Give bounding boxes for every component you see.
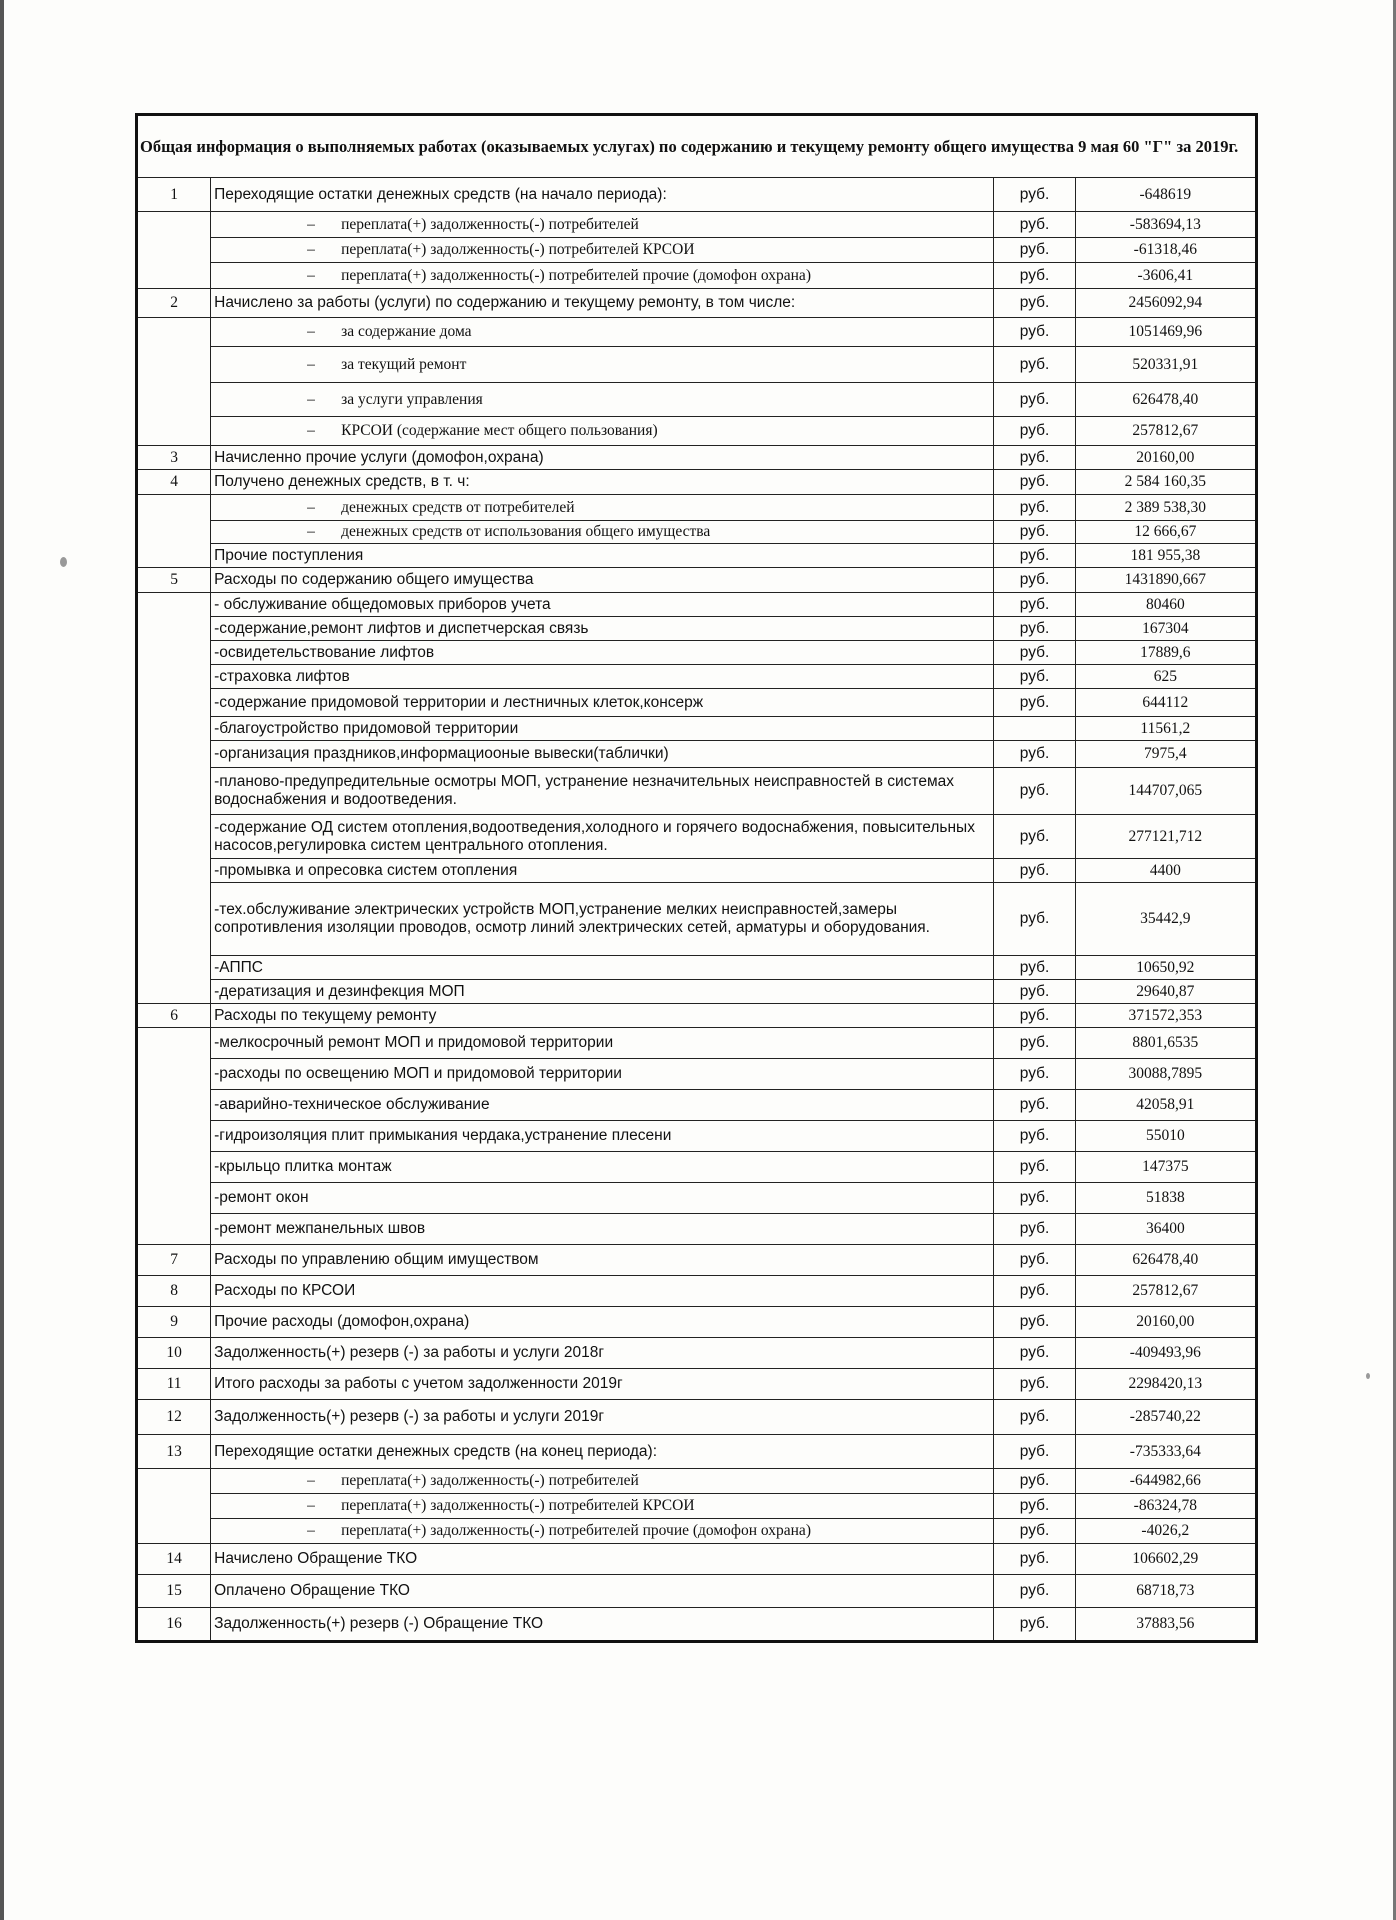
row-sublabel xyxy=(211,212,994,238)
row-label-text: денежных средств от потребителей xyxy=(341,498,575,516)
row-unit: руб. xyxy=(994,178,1075,212)
row-value: 80460 xyxy=(1075,593,1256,617)
row-number: 3 xyxy=(137,446,211,470)
row-sublabel xyxy=(211,1494,994,1519)
report-table xyxy=(135,113,1258,1643)
row-unit: руб. xyxy=(994,318,1075,347)
row-number xyxy=(137,318,211,347)
row-number xyxy=(137,1152,211,1183)
row-label: -ремонт окон xyxy=(211,1183,994,1214)
table-row xyxy=(137,593,1257,617)
row-unit: руб. xyxy=(994,1608,1075,1642)
table-row xyxy=(137,815,1257,859)
row-unit: руб. xyxy=(994,446,1075,470)
table-row xyxy=(137,521,1257,544)
row-value: -644982,66 xyxy=(1075,1469,1256,1494)
row-value: -583694,13 xyxy=(1075,212,1256,238)
row-unit: руб. xyxy=(994,1152,1075,1183)
row-sublabel xyxy=(211,521,994,544)
row-label: Прочие поступления xyxy=(211,544,994,568)
row-number: 8 xyxy=(137,1276,211,1307)
row-number xyxy=(137,1183,211,1214)
dash-marker: – xyxy=(307,215,315,233)
row-value: 257812,67 xyxy=(1075,417,1256,446)
row-label: -планово-предупредительные осмотры МОП, устранение незначительных неисправностей в системах водоснабжения и водоотведения. xyxy=(211,768,994,815)
table-row xyxy=(137,470,1257,495)
row-label: -крыльцо плитка монтаж xyxy=(211,1152,994,1183)
row-label: -промывка и опресовка систем отопления xyxy=(211,859,994,883)
row-unit: руб. xyxy=(994,544,1075,568)
row-unit: руб. xyxy=(994,956,1075,980)
row-label: -расходы по освещению МОП и придомовой территории xyxy=(211,1059,994,1090)
row-number xyxy=(137,1090,211,1121)
row-unit: руб. xyxy=(994,238,1075,263)
row-unit: руб. xyxy=(994,289,1075,318)
row-unit: руб. xyxy=(994,665,1075,689)
row-value: 37883,56 xyxy=(1075,1608,1256,1642)
row-label: -дератизация и дезинфекция МОП xyxy=(211,980,994,1004)
table-row xyxy=(137,956,1257,980)
row-unit: руб. xyxy=(994,1575,1075,1608)
table-row xyxy=(137,446,1257,470)
row-value: 181 955,38 xyxy=(1075,544,1256,568)
row-number: 1 xyxy=(137,178,211,212)
row-number: 12 xyxy=(137,1400,211,1435)
row-label-text: за текущий ремонт xyxy=(341,355,467,373)
row-number xyxy=(137,1214,211,1245)
row-number xyxy=(137,689,211,717)
table-row xyxy=(137,1152,1257,1183)
row-number xyxy=(137,347,211,383)
table-row xyxy=(137,212,1257,238)
row-value: 625 xyxy=(1075,665,1256,689)
table-row xyxy=(137,741,1257,768)
row-value: 30088,7895 xyxy=(1075,1059,1256,1090)
table-row xyxy=(137,1245,1257,1276)
row-unit xyxy=(994,717,1075,741)
table-row xyxy=(137,1090,1257,1121)
row-number xyxy=(137,593,211,617)
table-row xyxy=(137,1276,1257,1307)
row-value: 1431890,667 xyxy=(1075,568,1256,593)
table-row xyxy=(137,238,1257,263)
row-number xyxy=(137,1494,211,1519)
row-label-text: переплата(+) задолженность(-) потребителей КРСОИ xyxy=(341,1497,695,1514)
table-row xyxy=(137,383,1257,417)
row-unit: руб. xyxy=(994,1090,1075,1121)
row-number: 16 xyxy=(137,1608,211,1642)
row-label: Задолженность(+) резерв (-) за работы и услуги 2018г xyxy=(211,1338,994,1369)
row-value: -4026,2 xyxy=(1075,1519,1256,1544)
row-value: -285740,22 xyxy=(1075,1400,1256,1435)
dash-marker: – xyxy=(307,323,315,340)
row-unit: руб. xyxy=(994,263,1075,289)
row-label: Получено денежных средств, в т. ч: xyxy=(211,470,994,495)
row-unit: руб. xyxy=(994,815,1075,859)
row-number xyxy=(137,1028,211,1059)
row-unit: руб. xyxy=(994,1544,1075,1575)
row-value: 257812,67 xyxy=(1075,1276,1256,1307)
row-label: Начислено Обращение ТКО xyxy=(211,1544,994,1575)
row-number xyxy=(137,495,211,521)
table-row xyxy=(137,717,1257,741)
row-value: -409493,96 xyxy=(1075,1338,1256,1369)
row-label: Переходящие остатки денежных средств (на начало периода): xyxy=(211,178,994,212)
row-label: -АППС xyxy=(211,956,994,980)
row-value: 11561,2 xyxy=(1075,717,1256,741)
row-value: 7975,4 xyxy=(1075,741,1256,768)
table-row xyxy=(137,1121,1257,1152)
table-row xyxy=(137,178,1257,212)
row-unit: руб. xyxy=(994,1338,1075,1369)
row-label: -мелкосрочный ремонт МОП и придомовой территории xyxy=(211,1028,994,1059)
row-label-text: денежных средств от использования общего имущества xyxy=(341,523,711,540)
table-row xyxy=(137,1059,1257,1090)
report-body xyxy=(137,115,1257,1642)
row-unit: руб. xyxy=(994,1276,1075,1307)
row-value: 144707,065 xyxy=(1075,768,1256,815)
table-row xyxy=(137,1494,1257,1519)
table-row xyxy=(137,689,1257,717)
dash-marker: – xyxy=(307,1472,315,1489)
row-number xyxy=(137,883,211,956)
row-unit: руб. xyxy=(994,1469,1075,1494)
row-value: 36400 xyxy=(1075,1214,1256,1245)
row-number xyxy=(137,768,211,815)
row-unit: руб. xyxy=(994,1028,1075,1059)
row-label: -содержание,ремонт лифтов и диспетчерская связь xyxy=(211,617,994,641)
row-unit: руб. xyxy=(994,980,1075,1004)
row-label: -освидетельствование лифтов xyxy=(211,641,994,665)
table-row xyxy=(137,617,1257,641)
row-number: 4 xyxy=(137,470,211,495)
row-label: -ремонт межпанельных швов xyxy=(211,1214,994,1245)
row-unit: руб. xyxy=(994,641,1075,665)
row-number xyxy=(137,238,211,263)
scan-edge-left xyxy=(0,0,4,1920)
row-value: 35442,9 xyxy=(1075,883,1256,956)
dash-marker: – xyxy=(307,1497,315,1514)
row-label: Задолженность(+) резерв (-) за работы и услуги 2019г xyxy=(211,1400,994,1435)
row-label: Переходящие остатки денежных средств (на конец периода): xyxy=(211,1435,994,1469)
dash-marker: – xyxy=(307,422,315,439)
row-number: 6 xyxy=(137,1004,211,1028)
row-unit: руб. xyxy=(994,470,1075,495)
row-unit: руб. xyxy=(994,741,1075,768)
table-row xyxy=(137,1307,1257,1338)
row-unit: руб. xyxy=(994,521,1075,544)
table-row xyxy=(137,1183,1257,1214)
row-unit: руб. xyxy=(994,1245,1075,1276)
row-label-text: переплата(+) задолженность(-) потребителей прочие (домофон охрана) xyxy=(341,1522,811,1539)
row-sublabel xyxy=(211,495,994,521)
row-number: 9 xyxy=(137,1307,211,1338)
table-row xyxy=(137,1028,1257,1059)
row-value: 8801,6535 xyxy=(1075,1028,1256,1059)
row-sublabel xyxy=(211,383,994,417)
row-unit: руб. xyxy=(994,689,1075,717)
row-value: 42058,91 xyxy=(1075,1090,1256,1121)
table-row xyxy=(137,495,1257,521)
row-label: Расходы по КРСОИ xyxy=(211,1276,994,1307)
row-label: Начислено за работы (услуги) по содержанию и текущему ремонту, в том числе: xyxy=(211,289,994,318)
row-number xyxy=(137,212,211,238)
table-row xyxy=(137,768,1257,815)
row-value: 4400 xyxy=(1075,859,1256,883)
row-value: 520331,91 xyxy=(1075,347,1256,383)
row-value: 68718,73 xyxy=(1075,1575,1256,1608)
dash-marker: – xyxy=(307,390,315,408)
row-label: Итого расходы за работы с учетом задолженности 2019г xyxy=(211,1369,994,1400)
row-sublabel xyxy=(211,238,994,263)
scan-speck xyxy=(1366,1373,1370,1379)
row-label-text: переплата(+) задолженность(-) потребителей КРСОИ xyxy=(341,241,695,258)
row-number xyxy=(137,717,211,741)
dash-marker: – xyxy=(307,1522,315,1539)
row-label-text: за услуги управления xyxy=(341,390,483,408)
table-row xyxy=(137,1338,1257,1369)
row-number xyxy=(137,617,211,641)
table-row xyxy=(137,1575,1257,1608)
table-row xyxy=(137,1214,1257,1245)
dash-marker: – xyxy=(307,523,315,540)
table-row xyxy=(137,318,1257,347)
row-number xyxy=(137,1469,211,1494)
row-label: -аварийно-техническое обслуживание xyxy=(211,1090,994,1121)
row-value: 20160,00 xyxy=(1075,1307,1256,1338)
table-row xyxy=(137,1608,1257,1642)
row-label-text: за содержание дома xyxy=(341,323,472,340)
row-unit: руб. xyxy=(994,568,1075,593)
row-label: -благоустройство придомовой территории xyxy=(211,717,994,741)
table-row xyxy=(137,883,1257,956)
row-unit: руб. xyxy=(994,495,1075,521)
row-unit: руб. xyxy=(994,1519,1075,1544)
row-value: 371572,353 xyxy=(1075,1004,1256,1028)
table-row xyxy=(137,1369,1257,1400)
row-label: -организация праздников,информациооные вывески(таблички) xyxy=(211,741,994,768)
row-label: -содержание ОД систем отопления,водоотведения,холодного и горячего водоснабжения, повысительных насосов,регулировка систем центрального отопления. xyxy=(211,815,994,859)
row-unit: руб. xyxy=(994,1369,1075,1400)
row-unit: руб. xyxy=(994,859,1075,883)
row-number: 10 xyxy=(137,1338,211,1369)
row-value: 20160,00 xyxy=(1075,446,1256,470)
row-number xyxy=(137,641,211,665)
row-number xyxy=(137,1059,211,1090)
row-label: Прочие расходы (домофон,охрана) xyxy=(211,1307,994,1338)
row-value: 1051469,96 xyxy=(1075,318,1256,347)
row-number xyxy=(137,521,211,544)
row-sublabel xyxy=(211,417,994,446)
row-value: 626478,40 xyxy=(1075,383,1256,417)
row-number xyxy=(137,980,211,1004)
row-value: 106602,29 xyxy=(1075,1544,1256,1575)
row-number xyxy=(137,263,211,289)
row-unit: руб. xyxy=(994,1435,1075,1469)
row-unit: руб. xyxy=(994,883,1075,956)
table-row xyxy=(137,1004,1257,1028)
row-unit: руб. xyxy=(994,417,1075,446)
row-label: - обслуживание общедомовых приборов учета xyxy=(211,593,994,617)
row-label: Расходы по управлению общим имуществом xyxy=(211,1245,994,1276)
title-row xyxy=(137,115,1257,178)
row-unit: руб. xyxy=(994,212,1075,238)
row-value: 51838 xyxy=(1075,1183,1256,1214)
row-number xyxy=(137,1121,211,1152)
row-number: 2 xyxy=(137,289,211,318)
row-number xyxy=(137,956,211,980)
row-number: 13 xyxy=(137,1435,211,1469)
row-value: 12 666,67 xyxy=(1075,521,1256,544)
dash-marker: – xyxy=(307,241,315,258)
row-number: 15 xyxy=(137,1575,211,1608)
table-row xyxy=(137,347,1257,383)
table-row xyxy=(137,1469,1257,1494)
table-row xyxy=(137,544,1257,568)
table-row xyxy=(137,1519,1257,1544)
row-value: 10650,92 xyxy=(1075,956,1256,980)
row-number xyxy=(137,1519,211,1544)
row-label-text: переплата(+) задолженность(-) потребителей прочие (домофон охрана) xyxy=(341,266,811,284)
row-unit: руб. xyxy=(994,347,1075,383)
table-row xyxy=(137,859,1257,883)
report-title: Общая информация о выполняемых работах (оказываемых услугах) по содержанию и текущему ремонту общего имущества 9 мая 60 "Г" за 2019г. xyxy=(137,115,1257,178)
row-number xyxy=(137,859,211,883)
row-value: 147375 xyxy=(1075,1152,1256,1183)
row-number xyxy=(137,544,211,568)
table-row xyxy=(137,1544,1257,1575)
table-row xyxy=(137,263,1257,289)
row-value: 2456092,94 xyxy=(1075,289,1256,318)
table-row xyxy=(137,417,1257,446)
row-number xyxy=(137,417,211,446)
row-number xyxy=(137,383,211,417)
scan-speck xyxy=(60,557,67,567)
row-number xyxy=(137,815,211,859)
row-value: -735333,64 xyxy=(1075,1435,1256,1469)
row-value: 2 389 538,30 xyxy=(1075,495,1256,521)
row-unit: руб. xyxy=(994,593,1075,617)
row-unit: руб. xyxy=(994,1121,1075,1152)
row-number xyxy=(137,665,211,689)
row-unit: руб. xyxy=(994,1494,1075,1519)
row-unit: руб. xyxy=(994,383,1075,417)
row-label-text: переплата(+) задолженность(-) потребителей xyxy=(341,1472,639,1489)
row-value: -3606,41 xyxy=(1075,263,1256,289)
row-value: 167304 xyxy=(1075,617,1256,641)
row-value: 29640,87 xyxy=(1075,980,1256,1004)
row-unit: руб. xyxy=(994,1059,1075,1090)
row-number xyxy=(137,741,211,768)
row-label-text: КРСОИ (содержание мест общего пользования) xyxy=(341,422,658,439)
row-value: 55010 xyxy=(1075,1121,1256,1152)
row-value: -86324,78 xyxy=(1075,1494,1256,1519)
row-value: 2 584 160,35 xyxy=(1075,470,1256,495)
table-row xyxy=(137,665,1257,689)
row-sublabel xyxy=(211,347,994,383)
row-number: 11 xyxy=(137,1369,211,1400)
row-label: Задолженность(+) резерв (-) Обращение ТКО xyxy=(211,1608,994,1642)
dash-marker: – xyxy=(307,355,315,373)
row-label: -страховка лифтов xyxy=(211,665,994,689)
row-number: 14 xyxy=(137,1544,211,1575)
row-unit: руб. xyxy=(994,1400,1075,1435)
row-unit: руб. xyxy=(994,1004,1075,1028)
row-unit: руб. xyxy=(994,768,1075,815)
row-value: -648619 xyxy=(1075,178,1256,212)
row-label: Начисленно прочие услуги (домофон,охрана) xyxy=(211,446,994,470)
row-value: 277121,712 xyxy=(1075,815,1256,859)
table-row xyxy=(137,1435,1257,1469)
table-row xyxy=(137,568,1257,593)
table-row xyxy=(137,1400,1257,1435)
row-label: -тех.обслуживание электрических устройств МОП,устранение мелких неисправностей,замеры сопротивления изоляции проводов, осмотр линий электрических сетей, арматуры и оборудования. xyxy=(211,883,994,956)
row-value: 17889,6 xyxy=(1075,641,1256,665)
row-value: -61318,46 xyxy=(1075,238,1256,263)
table-row xyxy=(137,980,1257,1004)
row-number: 5 xyxy=(137,568,211,593)
row-unit: руб. xyxy=(994,1183,1075,1214)
row-value: 626478,40 xyxy=(1075,1245,1256,1276)
row-label: Расходы по содержанию общего имущества xyxy=(211,568,994,593)
row-label: -гидроизоляция плит примыкания чердака,устранение плесени xyxy=(211,1121,994,1152)
row-value: 2298420,13 xyxy=(1075,1369,1256,1400)
row-label: Оплачено Обращение ТКО xyxy=(211,1575,994,1608)
row-label: Расходы по текущему ремонту xyxy=(211,1004,994,1028)
dash-marker: – xyxy=(307,498,315,516)
row-unit: руб. xyxy=(994,1307,1075,1338)
row-sublabel xyxy=(211,1519,994,1544)
row-unit: руб. xyxy=(994,617,1075,641)
row-sublabel xyxy=(211,263,994,289)
table-row xyxy=(137,289,1257,318)
row-sublabel xyxy=(211,1469,994,1494)
row-sublabel xyxy=(211,318,994,347)
row-label: -содержание придомовой территории и лестничных клеток,консерж xyxy=(211,689,994,717)
table-row xyxy=(137,641,1257,665)
row-value: 644112 xyxy=(1075,689,1256,717)
row-label-text: переплата(+) задолженность(-) потребителей xyxy=(341,215,639,233)
row-unit: руб. xyxy=(994,1214,1075,1245)
row-number: 7 xyxy=(137,1245,211,1276)
dash-marker: – xyxy=(307,266,315,284)
